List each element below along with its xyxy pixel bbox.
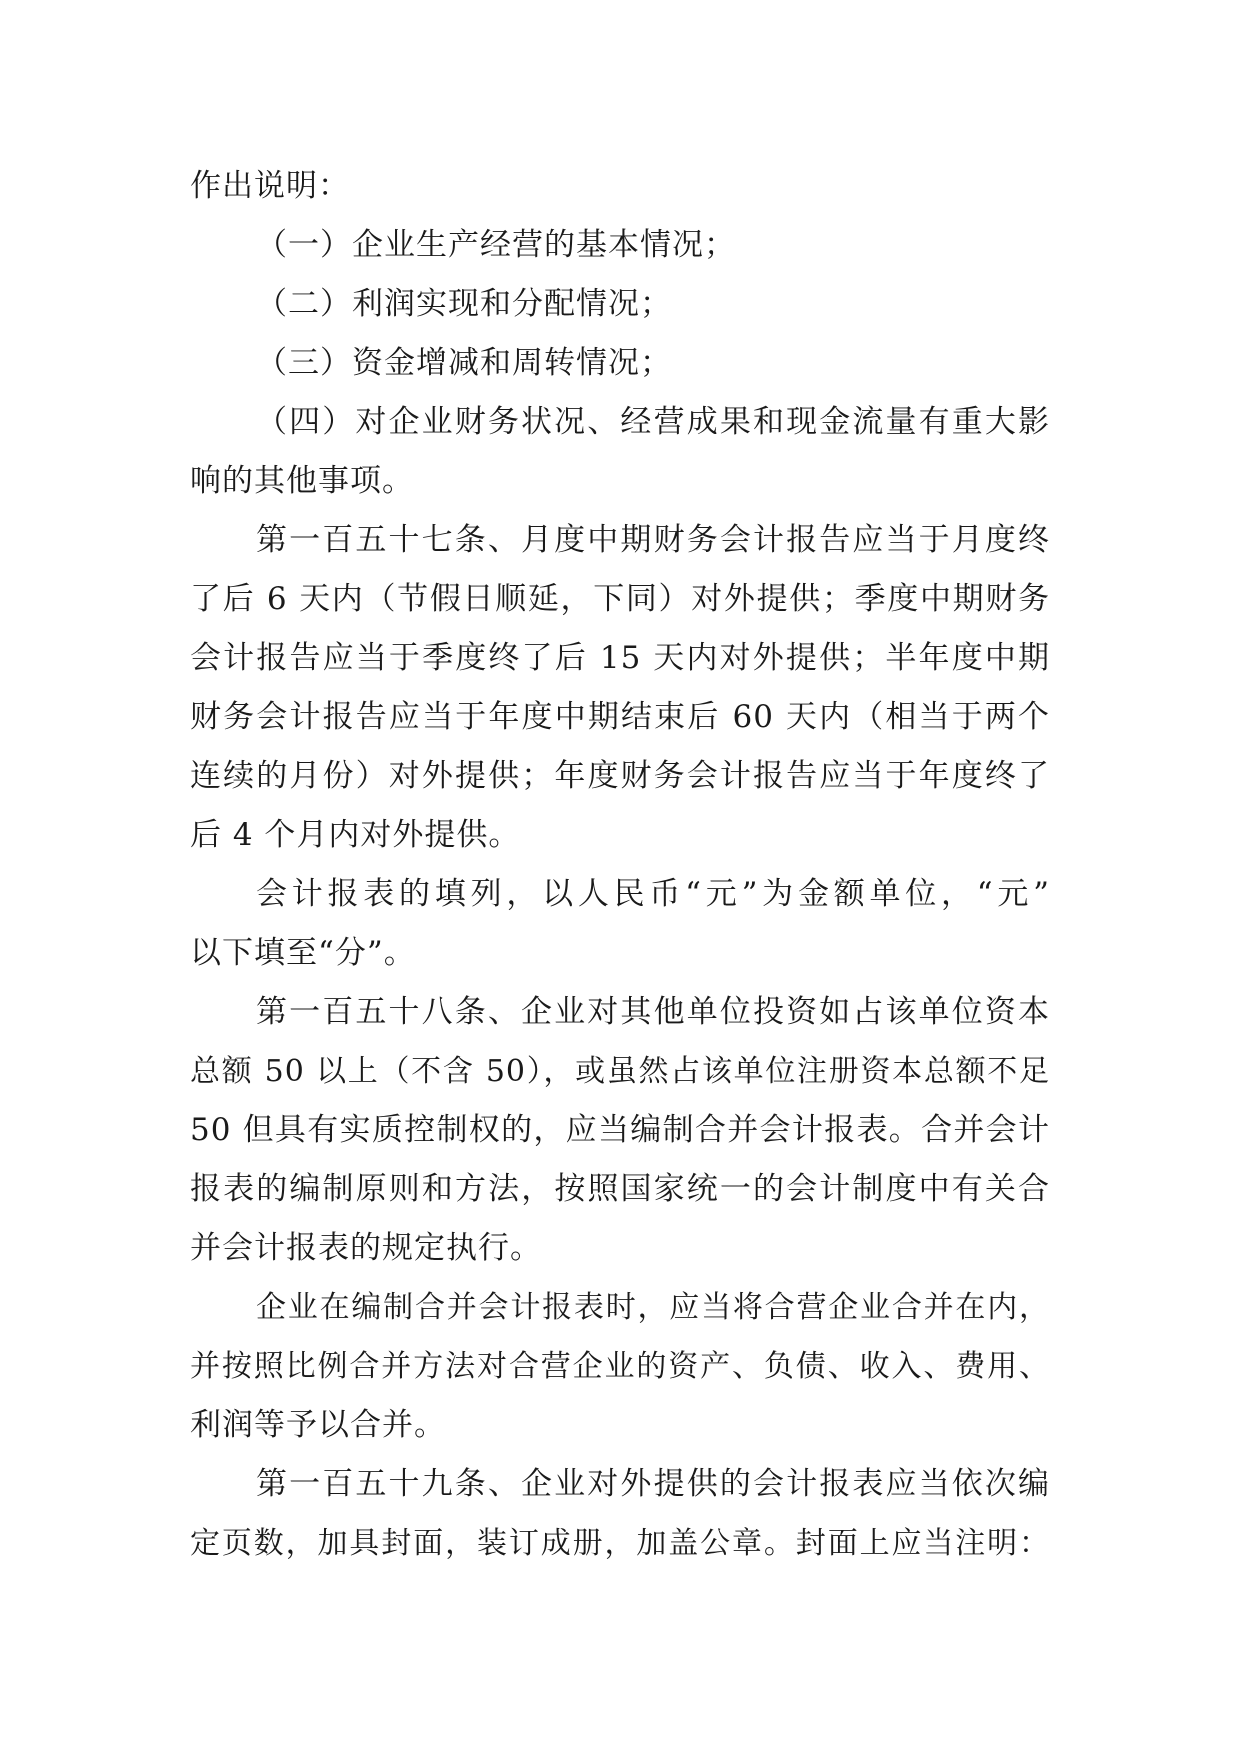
text-line: 响的其他事项。 bbox=[190, 463, 414, 499]
text-line: 总额 50 以上（不含 50），或虽然占该单位注册资本总额不足 bbox=[190, 1054, 1050, 1089]
text-line: 并会计报表的规定执行。 bbox=[190, 1230, 542, 1266]
text-line: 了后 6 天内（节假日顺延，下同）对外提供；季度中期财务 bbox=[190, 581, 1050, 617]
text-line: 报表的编制原则和方法，按照国家统一的会计制度中有关合 bbox=[190, 1171, 1050, 1207]
text-line: 第一百五十七条、月度中期财务会计报告应当于月度终 bbox=[256, 522, 1050, 558]
text-line: 财务会计报告应当于年度中期结束后 60 天内（相当于两个 bbox=[190, 699, 1050, 735]
text-line: 以下填至“分”。 bbox=[190, 935, 416, 971]
text-line: 作出说明： bbox=[190, 168, 350, 204]
text-line: 连续的月份）对外提供；年度财务会计报告应当于年度终了 bbox=[190, 758, 1050, 794]
text-line: 企业在编制合并会计报表时，应当将合营企业合并在内， bbox=[256, 1290, 1050, 1325]
text-line: （四）对企业财务状况、经营成果和现金流量有重大影 bbox=[256, 404, 1050, 440]
text-line: 第一百五十八条、企业对其他单位投资如占该单位资本 bbox=[256, 994, 1050, 1030]
text-line: 并按照比例合并方法对合营企业的资产、负债、收入、费用、 bbox=[190, 1349, 1050, 1384]
text-line: 后 4 个月内对外提供。 bbox=[190, 817, 521, 853]
document-body bbox=[190, 157, 1050, 1573]
text-line: 定页数，加具封面，装订成册，加盖公章。封面上应当注明： bbox=[190, 1526, 1050, 1561]
text-line: 会计报表的填列，以人民币“元”为金额单位，“元” bbox=[256, 876, 1050, 912]
text-line: 会计报告应当于季度终了后 15 天内对外提供；半年度中期 bbox=[190, 640, 1050, 676]
text-line: 第一百五十九条、企业对外提供的会计报表应当依次编 bbox=[256, 1466, 1050, 1502]
text-line: 利润等予以合并。 bbox=[190, 1407, 446, 1443]
text-line: （二）利润实现和分配情况； bbox=[256, 286, 672, 322]
text-line: 50 但具有实质控制权的，应当编制合并会计报表。合并会计 bbox=[190, 1112, 1050, 1148]
text-line: （三）资金增减和周转情况； bbox=[256, 345, 672, 381]
text-line: （一）企业生产经营的基本情况； bbox=[256, 227, 736, 263]
